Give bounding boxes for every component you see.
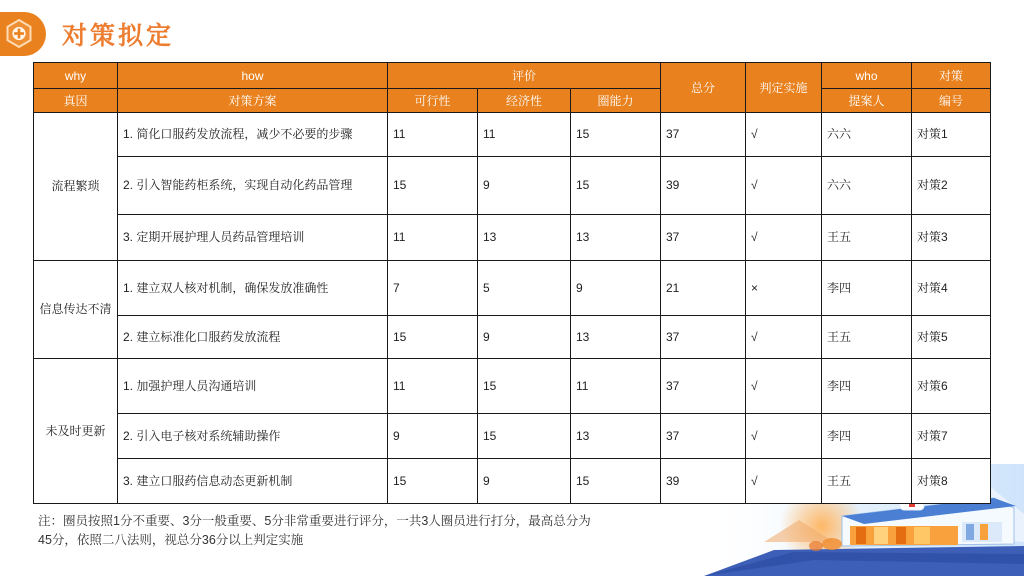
scoring-note-line1: 注：圈员按照1分不重要、3分一般重要、5分非常重要进行评分，一共3人圈员进行打分，最高总分为: [38, 514, 591, 528]
cell-number: 对策4: [912, 261, 991, 316]
table-row: [34, 414, 991, 459]
col-header-proposer: 提案人: [822, 89, 912, 113]
table-row: [34, 459, 991, 504]
cell-feasibility: 11: [388, 113, 478, 157]
cell-judge: √: [746, 414, 822, 459]
cell-total: 37: [661, 113, 746, 157]
col-header-judge: 判定实施: [746, 63, 822, 113]
cell-plan: 2. 引入电子核对系统辅助操作: [118, 414, 388, 459]
table-row: [34, 113, 991, 157]
cell-capability: 15: [571, 157, 661, 215]
cell-plan: 2. 引入智能药柜系统，实现自动化药品管理: [118, 157, 388, 215]
cell-judge: √: [746, 157, 822, 215]
cell-proposer: 李四: [822, 359, 912, 414]
cell-judge: √: [746, 316, 822, 359]
cell-cause: 信息传达不清: [34, 261, 118, 359]
cell-judge: ×: [746, 261, 822, 316]
cell-feasibility: 7: [388, 261, 478, 316]
cell-total: 39: [661, 459, 746, 504]
cell-feasibility: 11: [388, 215, 478, 261]
cell-number: 对策3: [912, 215, 991, 261]
cell-proposer: 李四: [822, 414, 912, 459]
slide-header: [0, 10, 174, 58]
table-row: [34, 215, 991, 261]
cell-plan: 1. 简化口服药发放流程，减少不必要的步骤: [118, 113, 388, 157]
col-header-number: 编号: [912, 89, 991, 113]
cell-total: 39: [661, 157, 746, 215]
cell-proposer: 六六: [822, 113, 912, 157]
cell-plan: 1. 建立双人核对机制，确保发放准确性: [118, 261, 388, 316]
cell-number: 对策1: [912, 113, 991, 157]
cell-total: 37: [661, 359, 746, 414]
col-header-evaluation: 评价: [388, 63, 661, 89]
cell-plan: 3. 定期开展护理人员药品管理培训: [118, 215, 388, 261]
col-header-capability: 圈能力: [571, 89, 661, 113]
cell-number: 对策2: [912, 157, 991, 215]
table-row: [34, 359, 991, 414]
cell-cause: 流程繁琐: [34, 113, 118, 261]
cell-feasibility: 15: [388, 459, 478, 504]
cell-proposer: 六六: [822, 157, 912, 215]
cell-proposer: 王五: [822, 459, 912, 504]
cell-economy: 9: [478, 459, 571, 504]
cell-feasibility: 15: [388, 316, 478, 359]
col-header-economy: 经济性: [478, 89, 571, 113]
cell-number: 对策5: [912, 316, 991, 359]
cell-capability: 15: [571, 113, 661, 157]
cell-capability: 15: [571, 459, 661, 504]
col-header-total: 总分: [661, 63, 746, 113]
table-row: [34, 316, 991, 359]
cell-economy: 13: [478, 215, 571, 261]
cell-capability: 13: [571, 316, 661, 359]
countermeasure-table: [33, 62, 991, 504]
cell-number: 对策8: [912, 459, 991, 504]
col-header-who: who: [822, 63, 912, 89]
cell-cause: 未及时更新: [34, 359, 118, 504]
cell-plan: 1. 加强护理人员沟通培训: [118, 359, 388, 414]
col-header-true-cause: 真因: [34, 89, 118, 113]
cell-total: 37: [661, 316, 746, 359]
cell-capability: 11: [571, 359, 661, 414]
cell-proposer: 王五: [822, 316, 912, 359]
table-row: [34, 261, 991, 316]
scoring-note: [38, 512, 598, 550]
cell-economy: 5: [478, 261, 571, 316]
cell-total: 37: [661, 215, 746, 261]
col-header-how: how: [118, 63, 388, 89]
table-row: [34, 157, 991, 215]
cell-capability: 13: [571, 215, 661, 261]
cell-feasibility: 11: [388, 359, 478, 414]
cell-economy: 9: [478, 157, 571, 215]
cell-plan: 3. 建立口服药信息动态更新机制: [118, 459, 388, 504]
page-title: 对策拟定: [62, 22, 175, 50]
cell-capability: 9: [571, 261, 661, 316]
col-header-feasibility: 可行性: [388, 89, 478, 113]
cell-judge: √: [746, 215, 822, 261]
col-header-plan: 对策方案: [118, 89, 388, 113]
cell-number: 对策6: [912, 359, 991, 414]
cell-capability: 13: [571, 414, 661, 459]
scoring-note-line2: 45分，依照二八法则，视总分36分以上判定实施: [38, 532, 304, 547]
cell-judge: √: [746, 459, 822, 504]
cell-plan: 2. 建立标准化口服药发放流程: [118, 316, 388, 359]
cell-feasibility: 9: [388, 414, 478, 459]
cell-total: 37: [661, 414, 746, 459]
cell-economy: 9: [478, 316, 571, 359]
cell-proposer: 王五: [822, 215, 912, 261]
cell-number: 对策7: [912, 414, 991, 459]
cell-judge: √: [746, 359, 822, 414]
cell-proposer: 李四: [822, 261, 912, 316]
cell-economy: 11: [478, 113, 571, 157]
cell-economy: 15: [478, 414, 571, 459]
col-header-countermeasure: 对策: [912, 63, 991, 89]
col-header-why: why: [34, 63, 118, 89]
cell-economy: 15: [478, 359, 571, 414]
hexagon-cross-icon: [0, 12, 46, 56]
cell-total: 21: [661, 261, 746, 316]
cell-feasibility: 15: [388, 157, 478, 215]
cell-judge: √: [746, 113, 822, 157]
